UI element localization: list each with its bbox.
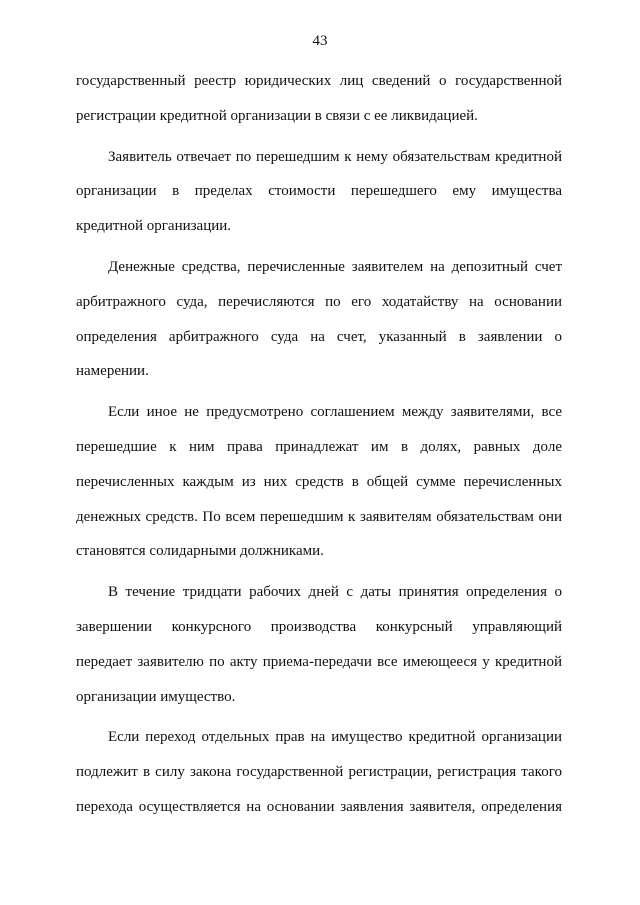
- text-line: организации имущество.: [76, 688, 236, 705]
- text-line: определения арбитражного суда на счет, указанный в заявлении о: [76, 328, 562, 345]
- text-line: арбитражного суда, перечисляются по его ходатайству на основании: [76, 293, 562, 310]
- text-line: Если переход отдельных прав на имущество кредитной организации: [108, 729, 562, 746]
- text-line: организации в пределах стоимости перешедшего ему имущества: [76, 183, 562, 200]
- page-number: 43: [312, 33, 328, 49]
- text-line: Заявитель отвечает по перешедшим к нему обязательствам кредитной: [108, 148, 562, 165]
- text-line: В течение тридцати рабочих дней с даты принятия определения о: [108, 584, 562, 601]
- paragraph-6: [76, 720, 562, 824]
- text-line: государственный реестр юридических лиц сведений о государственной: [76, 73, 562, 89]
- text-line: передает заявителю по акту приема-передачи все имеющееся у кредитной: [76, 653, 562, 670]
- text-line: Если иное не предусмотрено соглашением между заявителями, все: [108, 404, 562, 421]
- text-line: становятся солидарными должниками.: [76, 543, 324, 560]
- text-line: перечисленных каждым из них средств в общей сумме перечисленных: [76, 473, 562, 490]
- text-line: денежных средств. По всем перешедшим к заявителям обязательствам они: [76, 508, 562, 525]
- paragraph-3: [76, 250, 562, 389]
- text-line: подлежит в силу закона государственной регистрации, регистрация такого: [76, 764, 562, 781]
- paragraph-5: [76, 575, 562, 714]
- text-line: завершении конкурсного производства конкурсный управляющий: [76, 618, 562, 635]
- text-line: регистрации кредитной организации в связи с ее ликвидацией.: [76, 107, 478, 124]
- text-line: намерении.: [76, 363, 149, 380]
- document-body: [76, 64, 562, 825]
- text-line: перехода осуществляется на основании заявления заявителя, определения: [76, 798, 562, 815]
- text-line: Денежные средства, перечисленные заявителем на депозитный счет: [108, 258, 562, 275]
- text-line: перешедшие к ним права принадлежат им в долях, равных доле: [76, 438, 562, 455]
- text-line: кредитной организации.: [76, 218, 232, 235]
- paragraph-2: [76, 140, 562, 244]
- paragraph-1: [76, 64, 562, 134]
- paragraph-4: [76, 395, 562, 569]
